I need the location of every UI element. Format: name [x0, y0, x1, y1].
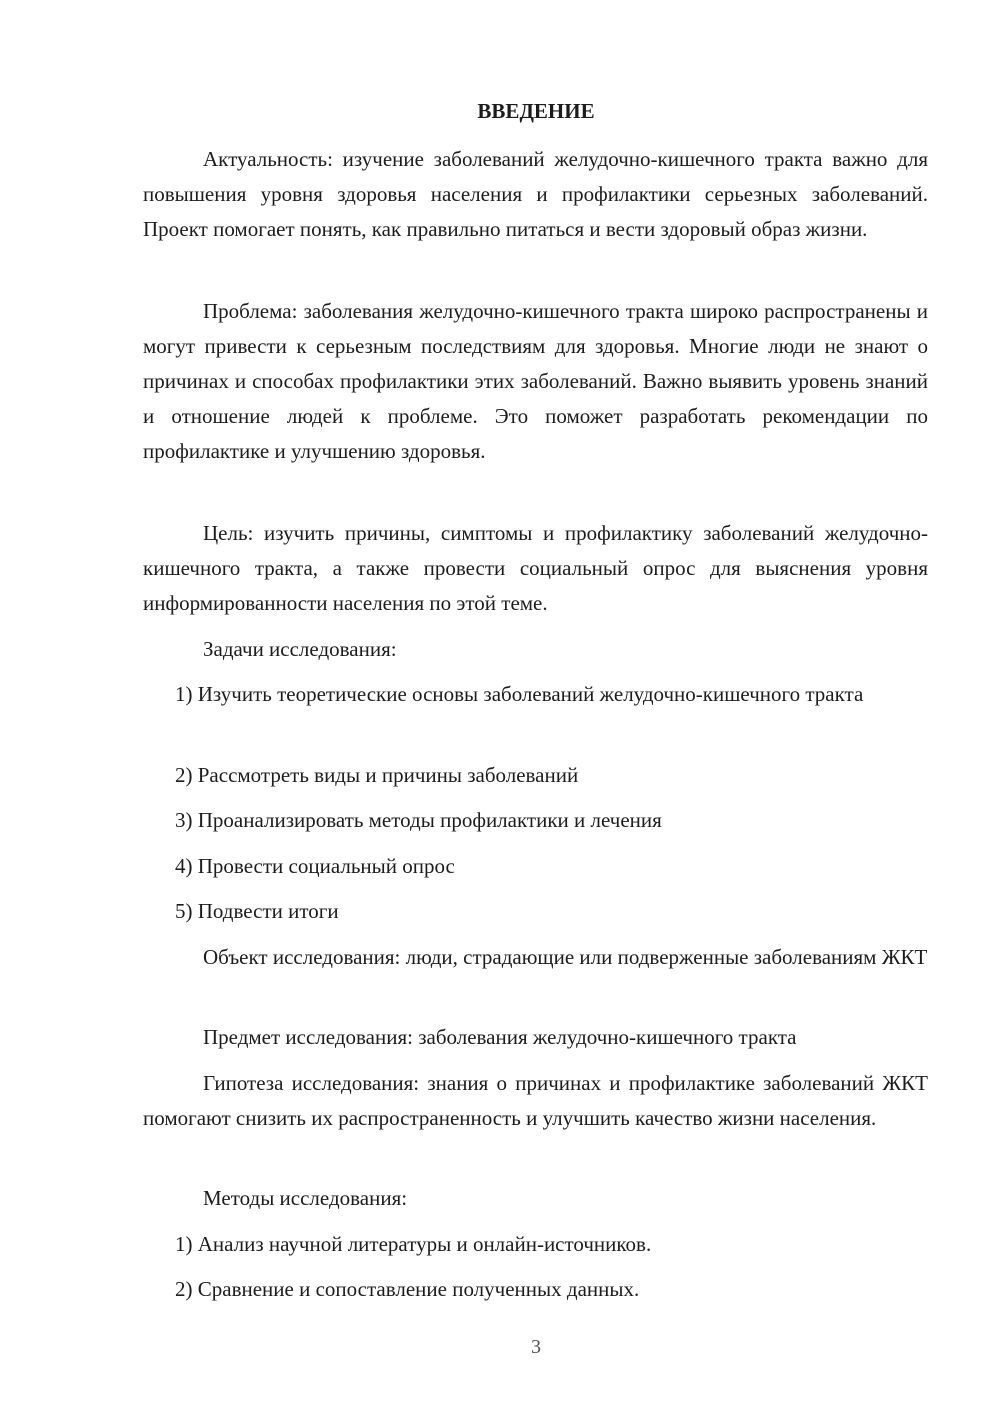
- task-item: 2) Рассмотреть виды и причины заболеваний: [175, 763, 579, 787]
- paragraph-object: Объект исследования: люди, страдающие или подверженные заболеваниям ЖКТ: [203, 945, 928, 969]
- task-item: 5) Подвести итоги: [175, 899, 339, 923]
- paragraph-relevance: Актуальность: изучение заболеваний желудочно-кишечного тракта важно для повышения уровня здоровья населения и профилактики серьезных заболеваний. Проект помогает понять, как правильно питаться и вести здоровый образ жизни.: [143, 147, 928, 241]
- method-item: 2) Сравнение и сопоставление полученных данных.: [175, 1277, 640, 1301]
- task-item: 4) Провести социальный опрос: [175, 854, 455, 878]
- page-number: 3: [531, 1336, 541, 1358]
- methods-heading: Методы исследования:: [203, 1186, 408, 1210]
- paragraph-hypothesis: Гипотеза исследования: знания о причинах и профилактике заболеваний ЖКТ помогают снизить их распространенность и улучшить качество жизни населения.: [143, 1071, 928, 1130]
- paragraph-problem: Проблема: заболевания желудочно-кишечного тракта широко распространены и могут привести к серьезным последствиям для здоровья. Многие люди не знают о причинах и способах профилактики этих заболеваний. Важно выявить уровень знаний и отношение людей к проблеме. Это поможет разработать рекомендации по профилактике и улучшению здоровья.: [143, 299, 928, 463]
- paragraph-goal: Цель: изучить причины, симптомы и профилактику заболеваний желудочно-кишечного тракта, а также провести социальный опрос для выяснения уровня информированности населения по этой теме.: [143, 521, 928, 615]
- method-item: 1) Анализ научной литературы и онлайн-источников.: [175, 1232, 652, 1256]
- task-item: 3) Проанализировать методы профилактики и лечения: [175, 808, 662, 832]
- task-item: 1) Изучить теоретические основы заболеваний желудочно-кишечного тракта: [175, 682, 864, 706]
- page-title: ВВЕДЕНИЕ: [477, 99, 595, 123]
- tasks-heading: Задачи исследования:: [203, 637, 397, 661]
- paragraph-subject: Предмет исследования: заболевания желудочно-кишечного тракта: [203, 1025, 797, 1049]
